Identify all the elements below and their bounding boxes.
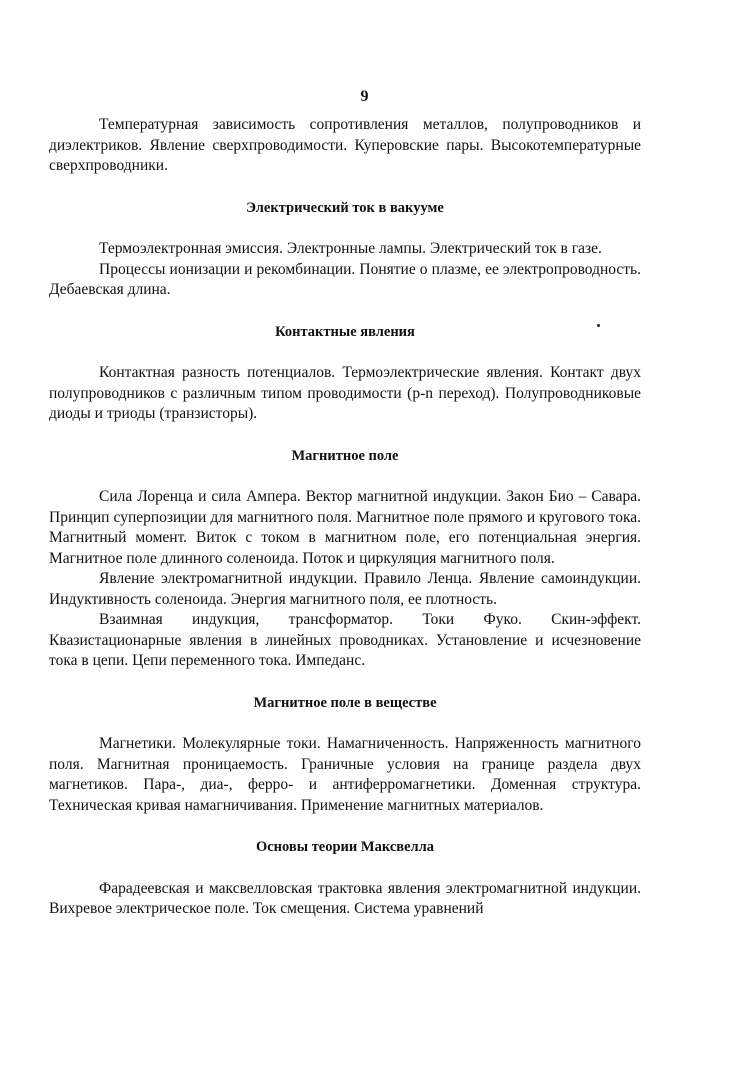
section-paragraph: Явление электромагнитной индукции. Правило Ленца. Явление самоиндукции. Индуктивность соленоида. Энергия магнитного поля, ее плотность.	[49, 570, 641, 608]
scan-speck	[597, 324, 600, 327]
section-title-magnetic-field-in-matter: Магнитное поле в веществе	[253, 694, 437, 711]
section-paragraph: Контактная разность потенциалов. Термоэлектрические явления. Контакт двух полупроводников с различным типом проводимости (p-n переход). Полупроводниковые диоды и триоды (транзисторы).	[49, 364, 641, 422]
section-paragraph: Магнетики. Молекулярные токи. Намагниченность. Напряженность магнитного поля. Магнитная проницаемость. Граничные условия на границе раздела двух магнетиков. Пара-, диа-, ферро- и антиферромагнетики. Доменная структура. Техническая кривая намагничивания. Применение магнитных материалов.	[49, 735, 641, 814]
page-body	[49, 115, 641, 920]
section-title-contact-phenomena: Контактные явления	[275, 323, 415, 340]
section-paragraph: Фарадеевская и максвелловская трактовка явления электромагнитной индукции. Вихревое электрическое поле. Ток смещения. Система уравнений	[49, 879, 641, 917]
section-paragraph: Сила Лоренца и сила Ампера. Вектор магнитной индукции. Закон Био – Савара. Принцип суперпозиции для магнитного поля. Магнитное поле прямого и кругового тока. Магнитный момент. Виток с током в магнитном поле, его потенциальная энергия. Магнитное поле длинного соленоида. Поток и циркуляция магнитного поля.	[49, 488, 641, 567]
section-paragraph: Взаимная индукция, трансформатор. Токи Фуко. Скин-эффект. Квазистационарные явления в линейных проводниках. Установление и исчезновение тока в цепи. Цепи переменного тока. Импеданс.	[49, 611, 641, 669]
section-title-maxwell-theory: Основы теории Максвелла	[255, 839, 435, 855]
intro-paragraph: Температурная зависимость сопротивления металлов, полупроводников и диэлектриков. Явление сверхпроводимости. Куперовские пары. Высокотемпературные сверхпроводники.	[49, 116, 641, 174]
section-paragraph: Процессы ионизации и рекомбинации. Понятие о плазме, ее электропроводность. Дебаевская длина.	[49, 260, 641, 298]
section-paragraph: Термоэлектронная эмиссия. Электронные лампы. Электрический ток в газе.	[99, 240, 602, 257]
section-title-vacuum-current: Электрический ток в вакууме	[246, 199, 444, 216]
section-title-magnetic-field: Магнитное поле	[291, 447, 399, 464]
page-number: 9	[360, 88, 369, 105]
